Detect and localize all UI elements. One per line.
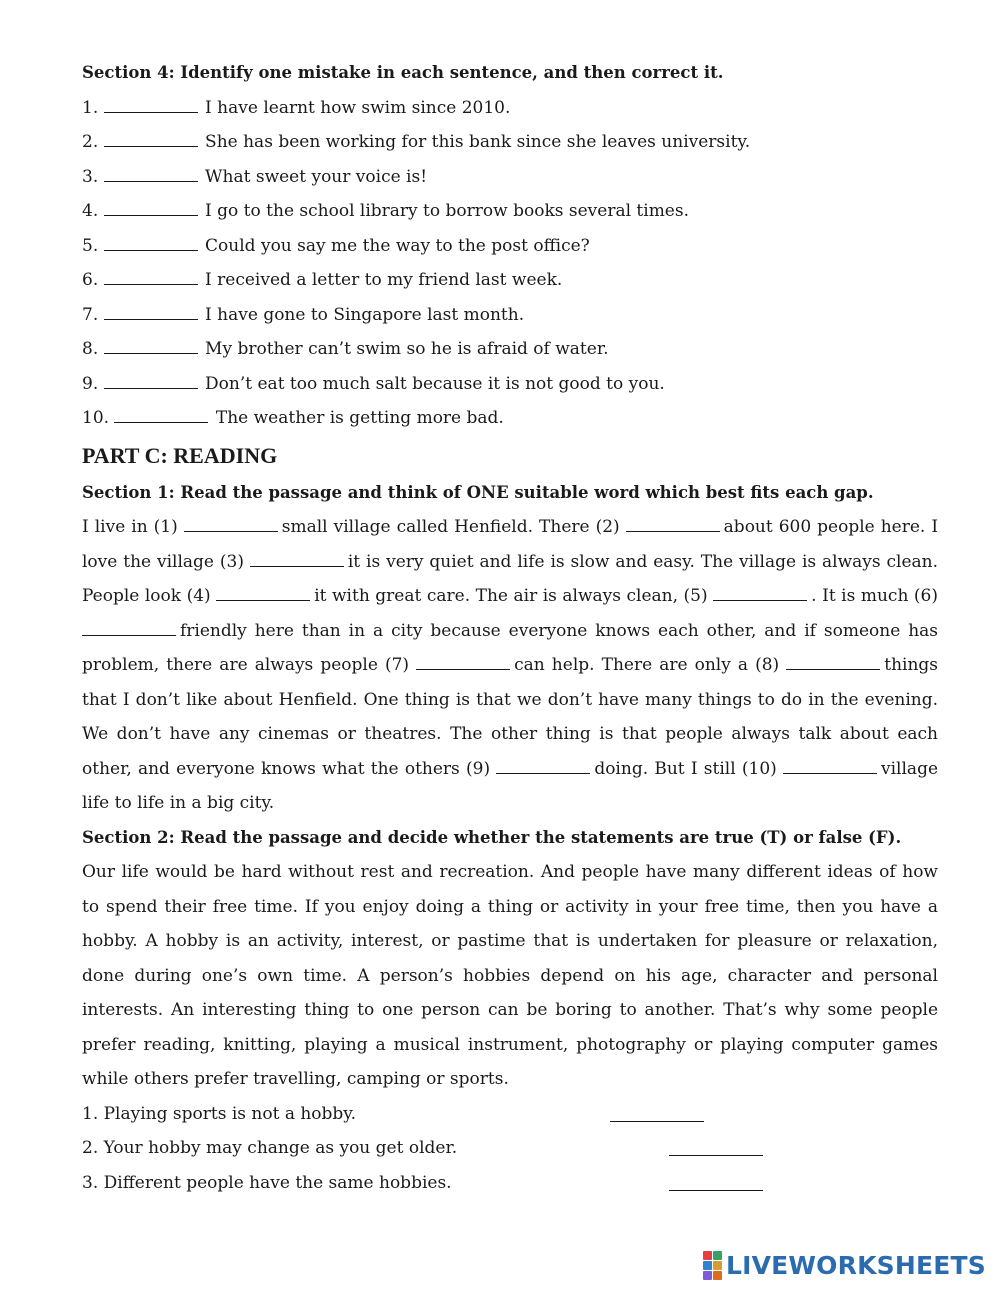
answer-blank[interactable] (104, 98, 198, 113)
list-item: 7. I have gone to Singapore last month. (82, 304, 525, 325)
list-item: 2. She has been working for this bank since she leaves university. (82, 132, 751, 152)
list-item: 8. My brother can’t swim so he is afraid of water. (82, 339, 609, 359)
gap-6-blank[interactable] (82, 621, 176, 636)
gap-9-blank[interactable] (496, 759, 590, 774)
gap-1-blank[interactable] (184, 517, 278, 532)
answer-blank[interactable] (104, 374, 198, 389)
section1-heading: Section 1: Read the passage and think of ONE suitable word which best fits each gap. (82, 482, 874, 502)
part-c-title: PART C: READING (82, 442, 278, 468)
worksheet-page (82, 56, 938, 1200)
list-item: 3. What sweet your voice is! (82, 166, 428, 187)
answer-blank[interactable] (104, 236, 198, 251)
logo-text: LIVEWORKSHEETS (725, 1250, 986, 1280)
liveworksheets-logo-icon (703, 1251, 722, 1280)
tf-answer-blank[interactable] (669, 1174, 763, 1191)
answer-blank[interactable] (114, 408, 208, 423)
cloze-passage: I live in (1) small village called Henfield. There (2) about 600 people here. I love the village (3) it is very quiet and life is slow and easy. The village is always clean. People look (4) it with great care. The air is always clean, (5) . It is much (6) friendly here than in a city because everyone knows each other, and if someone has problem, there are always people (7) can help. There are only a (8) things that I don’t like about Henfield. One thing is that we don’t have many things to do in the evening. We don’t have any cinemas or theatres. The other thing is that people always talk about each other, and everyone knows what the others (9) doing. But I still (10) village life to life in a big city. (82, 517, 939, 813)
reading-passage: Our life would be hard without rest and recreation. And people have many different ideas of how to spend their free time. If you enjoy doing a thing or activity in your free time, then you have a hobby. A hobby is an activity, interest, or pastime that is undertaken for pleasure or relaxation, done during one’s own time. A person’s hobbies depend on his age, character and personal interests. An interesting thing to one person can be boring to another. That’s why some people prefer reading, knitting, playing a musical instrument, photography or playing computer games while others prefer travelling, camping or sports. (82, 862, 938, 1089)
gap-7-blank[interactable] (416, 655, 510, 670)
gap-2-blank[interactable] (626, 517, 720, 532)
answer-blank[interactable] (104, 339, 198, 354)
answer-blank[interactable] (104, 132, 198, 147)
section4-list (82, 91, 938, 436)
list-item: 9. Don’t eat too much salt because it is not good to you. (82, 373, 665, 394)
answer-blank[interactable] (104, 167, 198, 182)
tf-statement: 3. Different people have the same hobbies. (82, 1166, 938, 1201)
gap-3-blank[interactable] (250, 552, 344, 567)
tf-answer-blank[interactable] (610, 1105, 704, 1122)
gap-4-blank[interactable] (216, 586, 310, 601)
list-item: 4. I go to the school library to borrow books several times. (82, 201, 689, 221)
gap-8-blank[interactable] (786, 655, 880, 670)
tf-answer-blank[interactable] (669, 1139, 763, 1156)
list-item: 1. I have learnt how swim since 2010. (82, 97, 511, 118)
answer-blank[interactable] (104, 305, 198, 320)
list-item: 10. The weather is getting more bad. (82, 408, 504, 428)
tf-statement: 1. Playing sports is not a hobby. (82, 1097, 938, 1132)
list-item: 5. Could you say me the way to the post office? (82, 235, 590, 256)
tf-statements (82, 1097, 938, 1201)
gap-5-blank[interactable] (713, 586, 807, 601)
gap-10-blank[interactable] (783, 759, 877, 774)
section2-heading: Section 2: Read the passage and decide whether the statements are true (T) or false (F). (82, 827, 902, 847)
section4-heading: Section 4: Identify one mistake in each sentence, and then correct it. (82, 63, 724, 82)
liveworksheets-logo[interactable] (703, 1250, 986, 1280)
answer-blank[interactable] (104, 270, 198, 285)
answer-blank[interactable] (104, 201, 198, 216)
tf-statement: 2. Your hobby may change as you get older. (82, 1131, 938, 1166)
list-item: 6. I received a letter to my friend last week. (82, 270, 563, 290)
